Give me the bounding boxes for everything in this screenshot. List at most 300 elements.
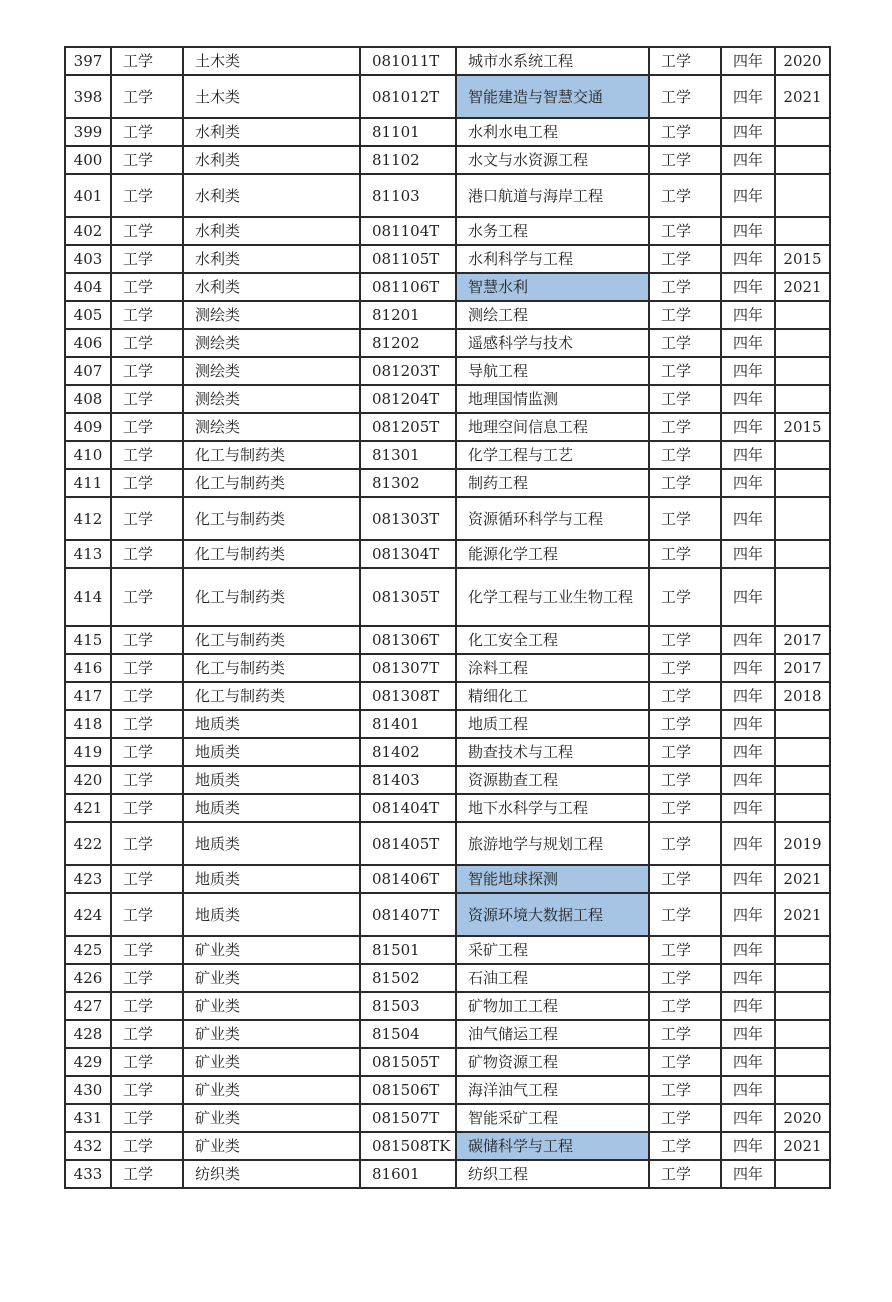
row-number: 401 (65, 174, 111, 217)
year-added-cell: 2021 (775, 75, 830, 118)
category-cell: 水利类 (183, 146, 360, 174)
major-code-cell: 81503 (360, 992, 456, 1020)
major-name-cell: 资源循环科学与工程 (456, 497, 649, 540)
year-added-cell: 2021 (775, 1132, 830, 1160)
year-added-cell (775, 301, 830, 329)
table-row (65, 47, 830, 75)
major-name-cell: 油气储运工程 (456, 1020, 649, 1048)
row-number: 406 (65, 329, 111, 357)
duration-cell: 四年 (721, 1020, 775, 1048)
major-name-cell: 化工安全工程 (456, 626, 649, 654)
major-code-cell: 081506T (360, 1076, 456, 1104)
category-cell: 测绘类 (183, 413, 360, 441)
row-number: 412 (65, 497, 111, 540)
table-row (65, 75, 830, 118)
row-number: 399 (65, 118, 111, 146)
degree-cell: 工学 (649, 1020, 721, 1048)
year-added-cell: 2021 (775, 273, 830, 301)
category-cell: 地质类 (183, 865, 360, 893)
degree-cell: 工学 (649, 626, 721, 654)
major-code-cell: 081204T (360, 385, 456, 413)
duration-cell: 四年 (721, 118, 775, 146)
major-code-cell: 081405T (360, 822, 456, 865)
degree-cell: 工学 (649, 273, 721, 301)
major-code-cell: 81102 (360, 146, 456, 174)
major-code-cell: 081307T (360, 654, 456, 682)
row-number: 409 (65, 413, 111, 441)
discipline-cell: 工学 (111, 626, 183, 654)
duration-cell: 四年 (721, 301, 775, 329)
major-code-cell: 081505T (360, 1048, 456, 1076)
major-code-cell: 081105T (360, 245, 456, 273)
category-cell: 矿业类 (183, 1132, 360, 1160)
table-row (65, 497, 830, 540)
degree-cell: 工学 (649, 146, 721, 174)
discipline-cell: 工学 (111, 1160, 183, 1188)
major-code-cell: 081203T (360, 357, 456, 385)
duration-cell: 四年 (721, 1048, 775, 1076)
major-name-cell: 精细化工 (456, 682, 649, 710)
duration-cell: 四年 (721, 469, 775, 497)
degree-cell: 工学 (649, 682, 721, 710)
year-added-cell (775, 441, 830, 469)
discipline-cell: 工学 (111, 75, 183, 118)
duration-cell: 四年 (721, 357, 775, 385)
degree-cell: 工学 (649, 1104, 721, 1132)
major-code-cell: 081508TK (360, 1132, 456, 1160)
discipline-cell: 工学 (111, 441, 183, 469)
table-row (65, 654, 830, 682)
duration-cell: 四年 (721, 992, 775, 1020)
duration-cell: 四年 (721, 822, 775, 865)
major-name-cell: 导航工程 (456, 357, 649, 385)
degree-cell: 工学 (649, 992, 721, 1020)
discipline-cell: 工学 (111, 469, 183, 497)
year-added-cell (775, 710, 830, 738)
table-row (65, 413, 830, 441)
table-row (65, 1104, 830, 1132)
degree-cell: 工学 (649, 964, 721, 992)
table-row (65, 794, 830, 822)
major-code-cell: 81401 (360, 710, 456, 738)
year-added-cell: 2020 (775, 1104, 830, 1132)
major-name-cell: 资源环境大数据工程 (456, 893, 649, 936)
year-added-cell (775, 540, 830, 568)
table-row (65, 174, 830, 217)
table-row (65, 710, 830, 738)
duration-cell: 四年 (721, 413, 775, 441)
category-cell: 土木类 (183, 47, 360, 75)
major-code-cell: 081507T (360, 1104, 456, 1132)
degree-cell: 工学 (649, 497, 721, 540)
category-cell: 测绘类 (183, 385, 360, 413)
major-name-cell: 水文与水资源工程 (456, 146, 649, 174)
major-name-cell: 化学工程与工艺 (456, 441, 649, 469)
duration-cell: 四年 (721, 1104, 775, 1132)
degree-cell: 工学 (649, 1132, 721, 1160)
year-added-cell: 2018 (775, 682, 830, 710)
discipline-cell: 工学 (111, 1132, 183, 1160)
major-name-cell: 港口航道与海岸工程 (456, 174, 649, 217)
row-number: 431 (65, 1104, 111, 1132)
table-row (65, 626, 830, 654)
category-cell: 测绘类 (183, 301, 360, 329)
major-code-cell: 81601 (360, 1160, 456, 1188)
major-name-cell: 石油工程 (456, 964, 649, 992)
duration-cell: 四年 (721, 1076, 775, 1104)
year-added-cell: 2020 (775, 47, 830, 75)
major-name-cell: 化学工程与工业生物工程 (456, 568, 649, 626)
duration-cell: 四年 (721, 329, 775, 357)
degree-cell: 工学 (649, 865, 721, 893)
row-number: 421 (65, 794, 111, 822)
duration-cell: 四年 (721, 47, 775, 75)
table-row (65, 936, 830, 964)
category-cell: 地质类 (183, 794, 360, 822)
duration-cell: 四年 (721, 794, 775, 822)
discipline-cell: 工学 (111, 1020, 183, 1048)
discipline-cell: 工学 (111, 936, 183, 964)
year-added-cell (775, 497, 830, 540)
table-row (65, 118, 830, 146)
discipline-cell: 工学 (111, 738, 183, 766)
major-code-cell: 81504 (360, 1020, 456, 1048)
table-row (65, 217, 830, 245)
major-code-cell: 081303T (360, 497, 456, 540)
category-cell: 水利类 (183, 217, 360, 245)
duration-cell: 四年 (721, 540, 775, 568)
year-added-cell: 2021 (775, 893, 830, 936)
category-cell: 化工与制药类 (183, 626, 360, 654)
category-cell: 化工与制药类 (183, 654, 360, 682)
year-added-cell: 2021 (775, 865, 830, 893)
discipline-cell: 工学 (111, 146, 183, 174)
duration-cell: 四年 (721, 738, 775, 766)
major-name-cell: 碳储科学与工程 (456, 1132, 649, 1160)
degree-cell: 工学 (649, 441, 721, 469)
duration-cell: 四年 (721, 75, 775, 118)
table-row (65, 301, 830, 329)
category-cell: 纺织类 (183, 1160, 360, 1188)
major-name-cell: 海洋油气工程 (456, 1076, 649, 1104)
row-number: 405 (65, 301, 111, 329)
category-cell: 地质类 (183, 766, 360, 794)
table-row (65, 469, 830, 497)
row-number: 422 (65, 822, 111, 865)
row-number: 403 (65, 245, 111, 273)
discipline-cell: 工学 (111, 1104, 183, 1132)
row-number: 429 (65, 1048, 111, 1076)
table-row (65, 568, 830, 626)
major-code-cell: 81402 (360, 738, 456, 766)
discipline-cell: 工学 (111, 217, 183, 245)
row-number: 426 (65, 964, 111, 992)
major-name-cell: 纺织工程 (456, 1160, 649, 1188)
table-row (65, 357, 830, 385)
category-cell: 测绘类 (183, 329, 360, 357)
major-name-cell: 采矿工程 (456, 936, 649, 964)
major-name-cell: 地下水科学与工程 (456, 794, 649, 822)
discipline-cell: 工学 (111, 568, 183, 626)
discipline-cell: 工学 (111, 865, 183, 893)
category-cell: 矿业类 (183, 992, 360, 1020)
degree-cell: 工学 (649, 738, 721, 766)
duration-cell: 四年 (721, 245, 775, 273)
year-added-cell (775, 766, 830, 794)
table-row (65, 682, 830, 710)
table-row (65, 766, 830, 794)
major-code-cell: 81301 (360, 441, 456, 469)
duration-cell: 四年 (721, 273, 775, 301)
year-added-cell (775, 469, 830, 497)
discipline-cell: 工学 (111, 893, 183, 936)
major-name-cell: 智能建造与智慧交通 (456, 75, 649, 118)
row-number: 433 (65, 1160, 111, 1188)
category-cell: 地质类 (183, 738, 360, 766)
major-name-cell: 涂料工程 (456, 654, 649, 682)
year-added-cell (775, 1020, 830, 1048)
row-number: 420 (65, 766, 111, 794)
row-number: 427 (65, 992, 111, 1020)
table-row (65, 893, 830, 936)
major-code-cell: 081404T (360, 794, 456, 822)
discipline-cell: 工学 (111, 385, 183, 413)
year-added-cell (775, 794, 830, 822)
duration-cell: 四年 (721, 682, 775, 710)
degree-cell: 工学 (649, 710, 721, 738)
major-name-cell: 矿物加工工程 (456, 992, 649, 1020)
year-added-cell: 2019 (775, 822, 830, 865)
major-name-cell: 水务工程 (456, 217, 649, 245)
duration-cell: 四年 (721, 654, 775, 682)
major-name-cell: 地理国情监测 (456, 385, 649, 413)
duration-cell: 四年 (721, 1132, 775, 1160)
category-cell: 水利类 (183, 118, 360, 146)
row-number: 424 (65, 893, 111, 936)
major-name-cell: 资源勘查工程 (456, 766, 649, 794)
degree-cell: 工学 (649, 47, 721, 75)
discipline-cell: 工学 (111, 682, 183, 710)
category-cell: 矿业类 (183, 936, 360, 964)
row-number: 418 (65, 710, 111, 738)
major-name-cell: 水利科学与工程 (456, 245, 649, 273)
degree-cell: 工学 (649, 893, 721, 936)
table-row (65, 329, 830, 357)
duration-cell: 四年 (721, 497, 775, 540)
row-number: 402 (65, 217, 111, 245)
major-code-cell: 081407T (360, 893, 456, 936)
row-number: 398 (65, 75, 111, 118)
year-added-cell: 2015 (775, 413, 830, 441)
discipline-cell: 工学 (111, 964, 183, 992)
year-added-cell: 2017 (775, 626, 830, 654)
year-added-cell (775, 118, 830, 146)
category-cell: 水利类 (183, 245, 360, 273)
table-row (65, 146, 830, 174)
category-cell: 水利类 (183, 174, 360, 217)
category-cell: 矿业类 (183, 1020, 360, 1048)
duration-cell: 四年 (721, 1160, 775, 1188)
major-code-cell: 081305T (360, 568, 456, 626)
degree-cell: 工学 (649, 654, 721, 682)
table-row (65, 822, 830, 865)
major-code-cell: 081011T (360, 47, 456, 75)
discipline-cell: 工学 (111, 1076, 183, 1104)
category-cell: 矿业类 (183, 1076, 360, 1104)
duration-cell: 四年 (721, 766, 775, 794)
year-added-cell (775, 357, 830, 385)
majors-table (64, 46, 831, 1189)
degree-cell: 工学 (649, 413, 721, 441)
major-code-cell: 081406T (360, 865, 456, 893)
degree-cell: 工学 (649, 385, 721, 413)
degree-cell: 工学 (649, 118, 721, 146)
category-cell: 化工与制药类 (183, 540, 360, 568)
category-cell: 化工与制药类 (183, 568, 360, 626)
degree-cell: 工学 (649, 1076, 721, 1104)
table-row (65, 865, 830, 893)
row-number: 428 (65, 1020, 111, 1048)
category-cell: 地质类 (183, 822, 360, 865)
duration-cell: 四年 (721, 441, 775, 469)
table-row (65, 273, 830, 301)
major-name-cell: 勘查技术与工程 (456, 738, 649, 766)
duration-cell: 四年 (721, 936, 775, 964)
year-added-cell: 2017 (775, 654, 830, 682)
table-row (65, 1020, 830, 1048)
category-cell: 地质类 (183, 710, 360, 738)
table-row (65, 540, 830, 568)
major-code-cell: 81101 (360, 118, 456, 146)
major-code-cell: 081306T (360, 626, 456, 654)
major-name-cell: 能源化学工程 (456, 540, 649, 568)
degree-cell: 工学 (649, 1048, 721, 1076)
category-cell: 化工与制药类 (183, 682, 360, 710)
major-name-cell: 智能采矿工程 (456, 1104, 649, 1132)
duration-cell: 四年 (721, 964, 775, 992)
year-added-cell (775, 568, 830, 626)
duration-cell: 四年 (721, 626, 775, 654)
row-number: 414 (65, 568, 111, 626)
degree-cell: 工学 (649, 1160, 721, 1188)
year-added-cell (775, 992, 830, 1020)
major-name-cell: 城市水系统工程 (456, 47, 649, 75)
major-name-cell: 水利水电工程 (456, 118, 649, 146)
year-added-cell (775, 329, 830, 357)
major-code-cell: 081308T (360, 682, 456, 710)
majors-table-container (64, 46, 829, 1189)
table-row (65, 1160, 830, 1188)
row-number: 410 (65, 441, 111, 469)
row-number: 430 (65, 1076, 111, 1104)
year-added-cell (775, 385, 830, 413)
discipline-cell: 工学 (111, 357, 183, 385)
degree-cell: 工学 (649, 217, 721, 245)
table-body (65, 47, 830, 1188)
discipline-cell: 工学 (111, 497, 183, 540)
major-code-cell: 081106T (360, 273, 456, 301)
table-row (65, 738, 830, 766)
degree-cell: 工学 (649, 245, 721, 273)
category-cell: 水利类 (183, 273, 360, 301)
category-cell: 化工与制药类 (183, 497, 360, 540)
table-row (65, 385, 830, 413)
year-added-cell (775, 738, 830, 766)
table-row (65, 964, 830, 992)
discipline-cell: 工学 (111, 245, 183, 273)
duration-cell: 四年 (721, 217, 775, 245)
category-cell: 矿业类 (183, 1048, 360, 1076)
discipline-cell: 工学 (111, 654, 183, 682)
table-row (65, 245, 830, 273)
discipline-cell: 工学 (111, 174, 183, 217)
year-added-cell (775, 146, 830, 174)
discipline-cell: 工学 (111, 794, 183, 822)
duration-cell: 四年 (721, 146, 775, 174)
discipline-cell: 工学 (111, 413, 183, 441)
major-name-cell: 智能地球探测 (456, 865, 649, 893)
row-number: 432 (65, 1132, 111, 1160)
year-added-cell (775, 1076, 830, 1104)
discipline-cell: 工学 (111, 710, 183, 738)
degree-cell: 工学 (649, 357, 721, 385)
year-added-cell (775, 217, 830, 245)
category-cell: 地质类 (183, 893, 360, 936)
discipline-cell: 工学 (111, 822, 183, 865)
major-name-cell: 智慧水利 (456, 273, 649, 301)
duration-cell: 四年 (721, 568, 775, 626)
row-number: 417 (65, 682, 111, 710)
degree-cell: 工学 (649, 329, 721, 357)
year-added-cell (775, 936, 830, 964)
table-row (65, 441, 830, 469)
major-code-cell: 081012T (360, 75, 456, 118)
category-cell: 土木类 (183, 75, 360, 118)
category-cell: 测绘类 (183, 357, 360, 385)
degree-cell: 工学 (649, 822, 721, 865)
row-number: 423 (65, 865, 111, 893)
table-row (65, 1076, 830, 1104)
major-code-cell: 81403 (360, 766, 456, 794)
major-name-cell: 遥感科学与技术 (456, 329, 649, 357)
year-added-cell (775, 1160, 830, 1188)
discipline-cell: 工学 (111, 47, 183, 75)
year-added-cell (775, 1048, 830, 1076)
category-cell: 矿业类 (183, 964, 360, 992)
major-name-cell: 矿物资源工程 (456, 1048, 649, 1076)
major-code-cell: 081304T (360, 540, 456, 568)
degree-cell: 工学 (649, 75, 721, 118)
row-number: 413 (65, 540, 111, 568)
discipline-cell: 工学 (111, 329, 183, 357)
duration-cell: 四年 (721, 174, 775, 217)
category-cell: 化工与制药类 (183, 441, 360, 469)
row-number: 415 (65, 626, 111, 654)
row-number: 400 (65, 146, 111, 174)
category-cell: 矿业类 (183, 1104, 360, 1132)
major-code-cell: 81103 (360, 174, 456, 217)
duration-cell: 四年 (721, 385, 775, 413)
major-code-cell: 81302 (360, 469, 456, 497)
discipline-cell: 工学 (111, 273, 183, 301)
major-name-cell: 地理空间信息工程 (456, 413, 649, 441)
row-number: 416 (65, 654, 111, 682)
year-added-cell (775, 964, 830, 992)
discipline-cell: 工学 (111, 301, 183, 329)
discipline-cell: 工学 (111, 118, 183, 146)
degree-cell: 工学 (649, 540, 721, 568)
row-number: 407 (65, 357, 111, 385)
